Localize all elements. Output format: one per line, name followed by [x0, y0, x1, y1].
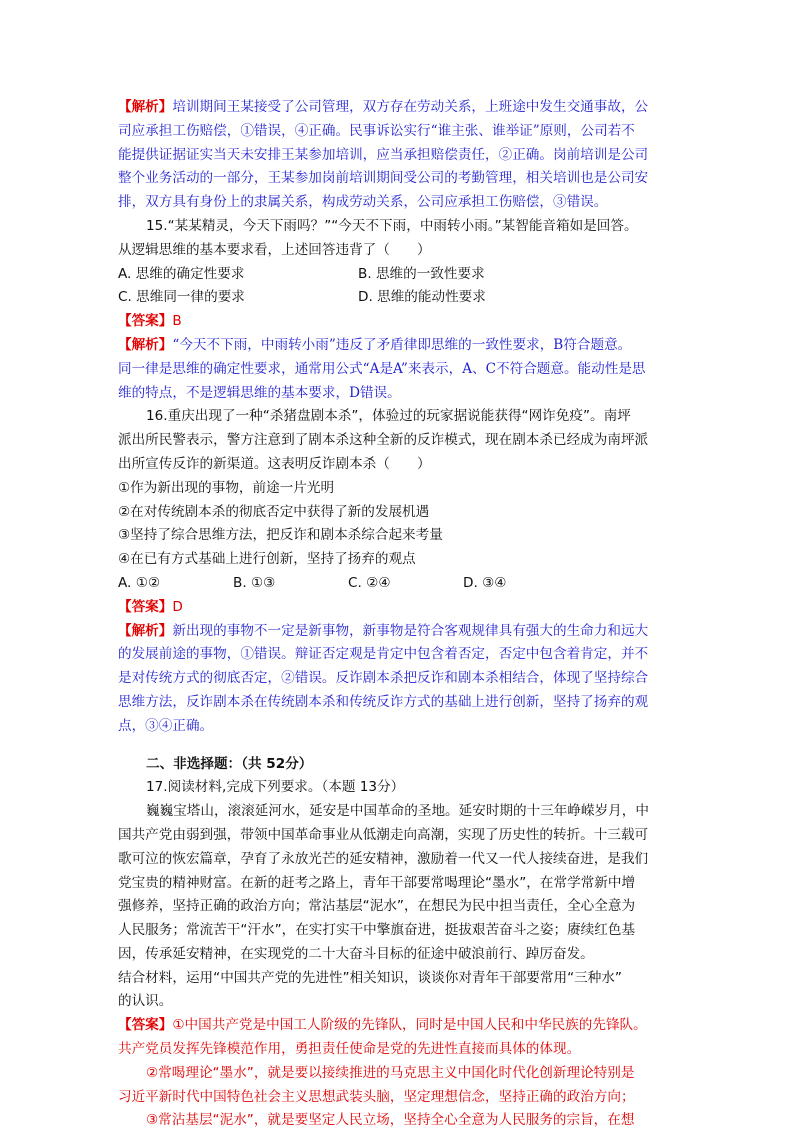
q15-option-d: D. 思维的能动性要求 — [358, 289, 486, 306]
q15-options-row — [118, 263, 680, 287]
q16-statement: ②在对传统剧本杀的彻底否定中获得了新的发展机遇 — [118, 503, 430, 520]
q16-stem: 派出所民警表示，警方注意到了剧本杀这种全新的反诈模式，现在剧本杀已经成为南坪派 — [118, 432, 649, 449]
q15-analysis-line: 同一律是思维的确定性要求，通常用公式“A是A”来表示，A、C不符合题意。能动性是思 — [118, 360, 646, 377]
document-content — [118, 96, 680, 1133]
q16-stem: 16.重庆出现了一种“杀猪盘剧本杀”，体验过的玩家据说能获得“网诈免疫”。南坪 — [146, 408, 631, 425]
q17-stem: 17.阅读材料,完成下列要求。（本题 13分） — [146, 779, 405, 796]
q14-analysis-line: 整个业务活动的一部分，王某参加岗前培训期间受公司的考勤管理，相关培训也是公司安 — [118, 170, 649, 187]
q16-statement: ③坚持了综合思维方法，把反诈和剧本杀综合起来考量 — [118, 527, 443, 544]
q16-answer-value: D — [172, 598, 183, 615]
q16-options-row — [118, 572, 680, 596]
q16-statement: ①作为新出现的事物，前途一片光明 — [118, 479, 335, 496]
q14-analysis-line: 排，双方具有身份上的隶属关系，构成劳动关系，公司应承担工伤赔偿，③错误。 — [118, 194, 608, 211]
q15-answer-value: B — [172, 313, 182, 330]
q14-analysis-line: 司应承担工伤赔偿，①错误，④正确。民事诉讼实行“谁主张、谁举证”原则，公司若不 — [118, 122, 635, 139]
q16-analysis-line: 是对传统方式的彻底否定，②错误。反诈剧本杀把反诈和剧本杀相结合，体现了坚持综合 — [118, 670, 649, 687]
q16-statement: ④在已有方式基础上进行创新，坚持了扬弃的观点 — [118, 551, 416, 568]
q15-stem: 从逻辑思维的基本要求看，上述回答违背了（ ） — [118, 241, 431, 258]
answer-tag: 【答案】 — [118, 598, 173, 615]
q15-stem: 15.“某某精灵，今天下雨吗？”“今天不下雨，中雨转小雨。”某智能音箱如是回答。 — [146, 217, 638, 234]
q15-option-c: C. 思维同一律的要求 — [118, 289, 245, 306]
q14-analysis-line: 能提供证据证实当天未安排王某参加培训，应当承担赔偿责任，②正确。岗前培训是公司 — [118, 146, 649, 163]
q16-option-c: C. ②④ — [348, 574, 391, 591]
q17-answer-line: 习近平新时代中国特色社会主义思想武装头脑，坚定理想信念，坚持正确的政治方向； — [118, 1088, 635, 1105]
q16-analysis-line: 的发展前途的事物，①错误。辩证否定观是肯定中包含着否定，否定中包含着肯定，并不 — [118, 646, 649, 663]
section-heading — [118, 753, 680, 777]
q15-analysis-line: 维的特点，不是逻辑思维的基本要求，D错误。 — [118, 384, 401, 401]
analysis-tag: 【解析】 — [118, 622, 173, 639]
q17-material-line: 人民服务；常流苦干“汗水”，在实打实干中擎旗奋进，挺拔艰苦奋斗之姿；赓续红色基 — [118, 922, 636, 939]
q16-option-d: D. ③④ — [463, 574, 507, 591]
q17-material-line: 党宝贵的精神财富。在新的赶考之路上，青年干部要常喝理论“墨水”，在常学常新中增 — [118, 874, 636, 891]
q16-option-a: A. ①② — [118, 574, 161, 591]
q15-analysis-line: 【解析】“今天不下雨，中雨转小雨”违反了矛盾律即思维的一致性要求，B符合题意。 — [118, 336, 632, 353]
q14-analysis-line: 【解析】培训期间王某接受了公司管理，双方存在劳动关系，上班途中发生交通事故，公 — [118, 99, 649, 115]
q17-answer-line: 共产党员发挥先锋模范作用，勇担责任使命是党的先进性直接而具体的体现。 — [118, 1041, 581, 1058]
q17-material-line: 巍巍宝塔山，滚滚延河水，延安是中国革命的圣地。延安时期的十三年峥嵘岁月，中 — [146, 803, 649, 820]
q17-answer-line: ③常沾基层“泥水”，就是要坚定人民立场，坚持全心全意为人民服务的宗旨，在想 — [146, 1112, 635, 1129]
q16-analysis-line: 点，③④正确。 — [118, 717, 214, 734]
q16-answer — [118, 596, 680, 620]
q17-requirement: 的认识。 — [118, 993, 173, 1010]
q16-option-b: B. ①③ — [233, 574, 276, 591]
answer-tag: 【答案】 — [118, 1017, 173, 1034]
q15-answer — [118, 310, 680, 334]
q17-material-line: 因，传承延安精神，在实现党的二十大奋斗目标的征途中破浪前行、踔厉奋发。 — [118, 945, 594, 962]
q15-options-row — [118, 286, 680, 310]
q17-material-line: 强修养，坚持正确的政治方向；常沾基层“泥水”，在想民为民中担当责任，全心全意为 — [118, 898, 636, 915]
section-points: （共 52分） — [241, 755, 313, 772]
answer-tag: 【答案】 — [118, 313, 173, 330]
q16-analysis-line: 【解析】新出现的事物不一定是新事物，新事物是符合客观规律具有强大的生命力和远大 — [118, 622, 649, 639]
q17-answer-line: 【答案】①中国共产党是中国工人阶级的先锋队，同时是中国人民和中华民族的先锋队。 — [118, 1017, 647, 1034]
section-title: 二、非选择题： — [146, 755, 242, 772]
q17-material-line: 国共产党由弱到强，带领中国革命事业从低潮走向高潮，实现了历史性的转折。十三载可 — [118, 826, 649, 843]
q17-answer-line: ②常喝理论“墨水”，就是要以接续推进的马克思主义中国化时代化创新理论特别是 — [146, 1064, 635, 1081]
q16-stem: 出所宣传反诈的新渠道。这表明反诈剧本杀（ ） — [118, 455, 431, 472]
q16-analysis-line: 思维方法，反诈剧本杀在传统剧本杀和传统反诈方式的基础上进行创新，坚持了扬弃的观 — [118, 693, 649, 710]
analysis-tag: 【解析】 — [118, 336, 173, 353]
q17-requirement: 结合材料，运用“中国共产党的先进性”相关知识，谈谈你对青年干部要常用“三种水” — [118, 969, 622, 986]
q15-option-a: A. 思维的确定性要求 — [118, 265, 245, 282]
analysis-tag: 【解析】 — [118, 99, 173, 115]
q17-material-line: 歌可泣的恢宏篇章，孕育了永放光芒的延安精神，激励着一代又一代人接续奋进，是我们 — [118, 850, 649, 867]
q15-option-b: B. 思维的一致性要求 — [358, 265, 485, 282]
